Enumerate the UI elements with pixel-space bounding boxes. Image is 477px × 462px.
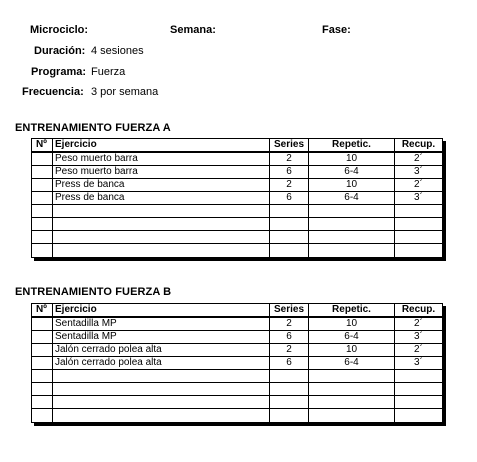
table-row — [32, 179, 442, 192]
cell-exercise — [53, 231, 270, 243]
cell-reps — [309, 383, 395, 395]
cell-num — [32, 396, 53, 408]
column-header-reps: Repetic. — [309, 304, 395, 316]
cell-exercise — [53, 370, 270, 382]
table-row — [32, 383, 442, 396]
cell-rest: 3´ — [414, 192, 423, 203]
cell-exercise: Press de banca — [53, 192, 270, 204]
cell-reps — [309, 409, 395, 422]
cell-series — [270, 409, 309, 422]
cell-rest — [395, 231, 442, 243]
table-row — [32, 244, 442, 257]
cell-num — [32, 231, 53, 243]
cell-exercise — [53, 383, 270, 395]
cell-series — [270, 244, 309, 257]
table-row — [32, 166, 442, 179]
cell-series — [270, 383, 309, 395]
fase-label: Fase: — [322, 24, 351, 36]
table-row — [32, 205, 442, 218]
column-header-num: Nº — [32, 139, 53, 151]
cell-rest — [395, 218, 442, 230]
column-header-series: Series — [270, 139, 309, 151]
table-b — [31, 303, 443, 423]
semana-label: Semana: — [170, 24, 216, 36]
cell-reps — [309, 244, 395, 257]
duracion-label: Duración: — [34, 45, 86, 57]
cell-series — [270, 218, 309, 230]
cell-reps — [309, 370, 395, 382]
cell-rest: 2´ — [414, 344, 423, 355]
cell-series: 2 — [270, 179, 309, 191]
cell-reps — [309, 231, 395, 243]
cell-num — [32, 153, 53, 165]
table-row — [32, 396, 442, 409]
column-header-exercise: Ejercicio — [53, 304, 270, 316]
table-row — [32, 344, 442, 357]
column-header-exercise: Ejercicio — [53, 139, 270, 151]
cell-num — [32, 318, 53, 330]
cell-rest: 3´ — [414, 166, 423, 177]
table-header-row — [32, 304, 442, 318]
duracion-value: 4 sesiones — [91, 45, 144, 57]
programa-value: Fuerza — [91, 66, 126, 78]
table-a — [31, 138, 443, 258]
cell-exercise: Press de banca — [53, 179, 270, 191]
cell-rest: 2´ — [414, 318, 423, 329]
cell-series: 2 — [270, 318, 309, 330]
cell-num — [32, 331, 53, 343]
cell-num — [32, 179, 53, 191]
table-a-title: ENTRENAMIENTO FUERZA A — [15, 122, 171, 134]
cell-num — [32, 244, 53, 257]
cell-series: 6 — [270, 357, 309, 369]
cell-exercise — [53, 205, 270, 217]
cell-exercise: Jalón cerrado polea alta — [53, 344, 270, 356]
cell-num — [32, 205, 53, 217]
cell-reps: 10 — [309, 153, 395, 165]
table-row — [32, 218, 442, 231]
table-header-row — [32, 139, 442, 153]
cell-reps: 6-4 — [309, 357, 395, 369]
cell-reps: 10 — [309, 318, 395, 330]
table-row — [32, 192, 442, 205]
cell-rest — [395, 244, 442, 257]
cell-series: 6 — [270, 192, 309, 204]
table-b-title: ENTRENAMIENTO FUERZA B — [15, 286, 172, 298]
cell-exercise — [53, 244, 270, 257]
cell-num — [32, 192, 53, 204]
table-row — [32, 409, 442, 422]
cell-reps: 6-4 — [309, 166, 395, 178]
column-header-rest: Recup. — [401, 139, 436, 150]
table-row — [32, 153, 442, 166]
cell-rest: 2´ — [414, 179, 423, 190]
cell-rest — [395, 409, 442, 422]
cell-num — [32, 166, 53, 178]
cell-series — [270, 396, 309, 408]
cell-series: 6 — [270, 331, 309, 343]
cell-num — [32, 383, 53, 395]
table-row — [32, 231, 442, 244]
cell-reps: 6-4 — [309, 192, 395, 204]
cell-exercise: Sentadilla MP — [53, 331, 270, 343]
cell-series: 6 — [270, 166, 309, 178]
cell-series — [270, 231, 309, 243]
cell-exercise: Peso muerto barra — [53, 153, 270, 165]
cell-num — [32, 344, 53, 356]
cell-exercise — [53, 396, 270, 408]
cell-exercise: Sentadilla MP — [53, 318, 270, 330]
cell-exercise: Jalón cerrado polea alta — [53, 357, 270, 369]
cell-num — [32, 218, 53, 230]
cell-num — [32, 409, 53, 422]
table-row — [32, 357, 442, 370]
cell-series — [270, 370, 309, 382]
programa-label: Programa: — [31, 66, 87, 78]
table-row — [32, 370, 442, 383]
table-row — [32, 331, 442, 344]
column-header-rest: Recup. — [401, 304, 436, 315]
cell-rest: 3´ — [414, 357, 423, 368]
frecuencia-label: Frecuencia: — [22, 86, 84, 98]
cell-rest — [395, 205, 442, 217]
column-header-num: Nº — [32, 304, 53, 316]
cell-rest — [395, 383, 442, 395]
column-header-series: Series — [270, 304, 309, 316]
cell-series: 2 — [270, 344, 309, 356]
table-row — [32, 318, 442, 331]
cell-series: 2 — [270, 153, 309, 165]
frecuencia-value: 3 por semana — [91, 86, 159, 98]
microciclo-label: Microciclo: — [30, 24, 89, 36]
cell-reps: 6-4 — [309, 331, 395, 343]
cell-reps — [309, 396, 395, 408]
cell-reps — [309, 205, 395, 217]
cell-rest — [395, 396, 442, 408]
cell-num — [32, 357, 53, 369]
cell-rest: 2´ — [414, 153, 423, 164]
cell-reps: 10 — [309, 344, 395, 356]
cell-rest — [395, 370, 442, 382]
cell-num — [32, 370, 53, 382]
cell-reps: 10 — [309, 179, 395, 191]
cell-series — [270, 205, 309, 217]
cell-rest: 3´ — [414, 331, 423, 342]
cell-exercise — [53, 409, 270, 422]
cell-reps — [309, 218, 395, 230]
cell-exercise: Peso muerto barra — [53, 166, 270, 178]
cell-exercise — [53, 218, 270, 230]
column-header-reps: Repetic. — [309, 139, 395, 151]
